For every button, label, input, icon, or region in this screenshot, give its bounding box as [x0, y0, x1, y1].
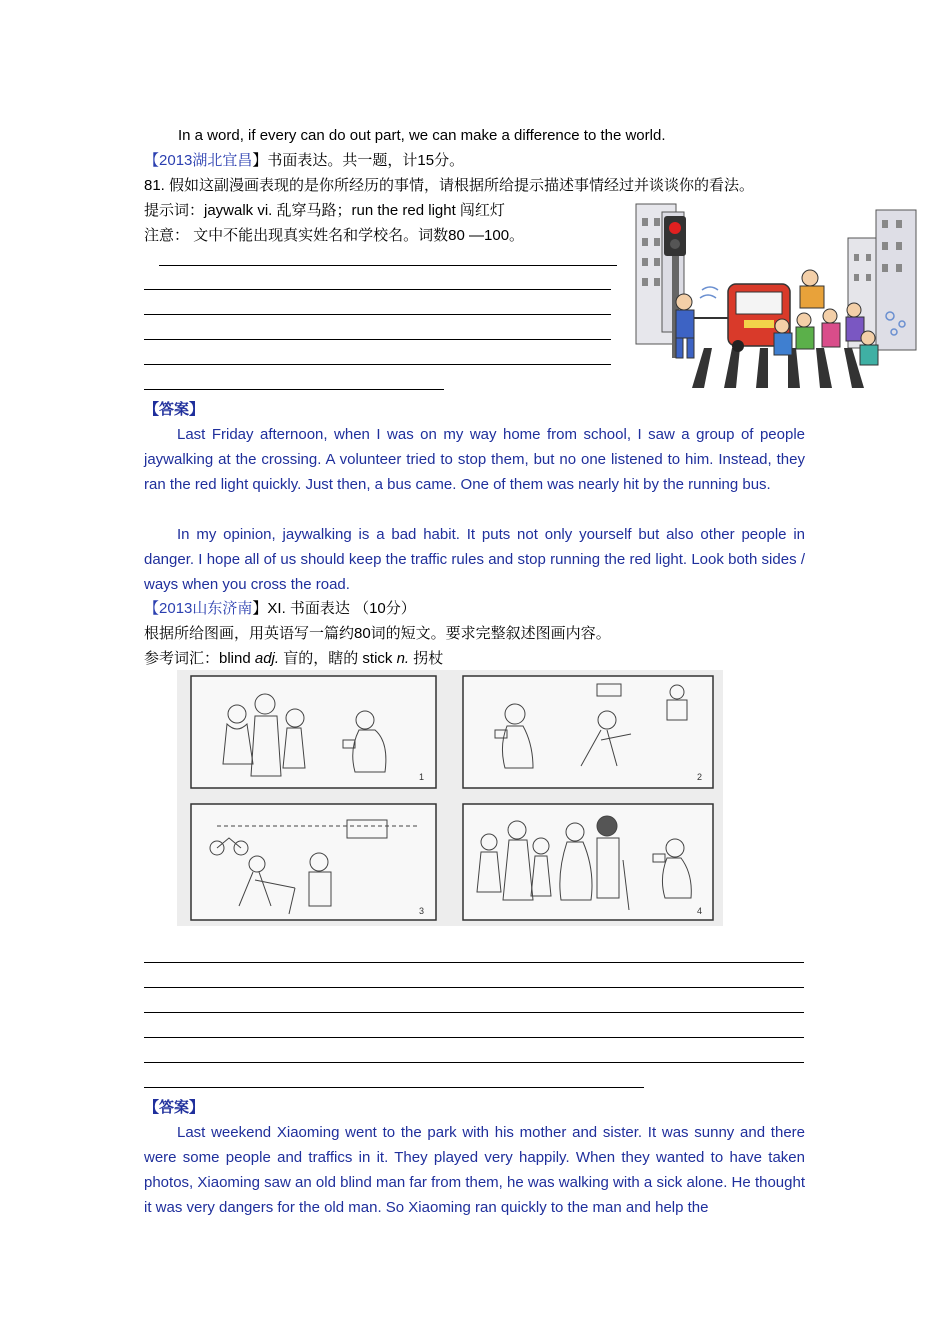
- q2-header: [144, 599, 416, 619]
- comic-panel-label-3: 3: [419, 906, 425, 916]
- writing-line: [144, 289, 611, 290]
- writing-line: [144, 1087, 644, 1088]
- q2-answer-tag: 【答案】: [144, 1099, 205, 1116]
- writing-line: [144, 389, 444, 390]
- q1-answer-paragraph-1: [144, 422, 805, 497]
- q1-note: 注意： 文中不能出现真实姓名和学校名。词数80 —100。: [144, 227, 525, 244]
- q1-hint: 提示词：jaywalk vi. 乱穿马路；run the red light 闯红灯: [144, 202, 505, 219]
- q2-source-open: 【: [144, 600, 160, 617]
- jaywalking-cartoon: [632, 198, 920, 388]
- comic-strip: [177, 670, 723, 926]
- writing-line: [144, 987, 804, 988]
- writing-line: [144, 1012, 804, 1013]
- q1-source-open: 【: [144, 152, 160, 169]
- comic-panel-4: [463, 804, 713, 920]
- comic-panel-label-1: 1: [419, 772, 425, 782]
- closing-line: In a word, if every can do out part, we can make a difference to the world.: [178, 127, 666, 144]
- q2-answer-p1-text: Last weekend Xiaoming went to the park with his mother and sister. It was sunny and there were some people and traffics in it. They played very happily. When they wanted to have taken photos, Xiaoming saw an old blind man far from them, he was walking with a sick alone. He thought it was very dangers for the old man. So Xiaoming ran quickly to the man and help the: [144, 1124, 805, 1216]
- q2-prompt: 根据所给图画，用英语写一篇约80词的短文。要求完整叙述图画内容。: [144, 625, 611, 642]
- q2-vocab-pos2: n.: [396, 650, 410, 667]
- q1-heading: 书面表达。共一题，计15分。: [267, 152, 465, 169]
- q2-vocab: [144, 649, 443, 669]
- comic-panel-label-4: 4: [697, 906, 703, 916]
- writing-line: [144, 364, 611, 365]
- comic-panel-1: [191, 676, 436, 788]
- q1-answer-p1-text: Last Friday afternoon, when I was on my way home from school, I saw a group of people jaywalking at the crossing. A volunteer tried to stop them, but no one listened to him. Instead, they ran the red light quickly. Just then, a bus came. One of them was nearly hit by the running bus.: [144, 426, 805, 493]
- comic-panel-2: [463, 676, 713, 788]
- q1-source: 2013湖北宜昌: [159, 152, 253, 169]
- comic-panel-3: [191, 804, 436, 920]
- q1-answer-p2-text: In my opinion, jaywalking is a bad habit. It puts not only yourself but also other people in danger. I hope all of us should keep the traffic rules and stop running the red light. Look both sides / ways when you cross the road.: [144, 526, 805, 593]
- q2-source-close: 】: [252, 600, 268, 617]
- writing-line: [159, 265, 617, 266]
- q2-vocab-mid: 盲的，瞎的 stick: [279, 650, 397, 667]
- q2-source: 2013山东济南: [159, 600, 253, 617]
- writing-line: [144, 314, 611, 315]
- q1-header: [144, 151, 464, 171]
- comic-panel-label-2: 2: [697, 772, 703, 782]
- q2-heading: XI. 书面表达 （10分）: [267, 600, 416, 617]
- q1-prompt: 81. 假如这副漫画表现的是你所经历的事情，请根据所给提示描述事情经过并谈谈你的看法。: [144, 177, 755, 194]
- q2-answer-paragraph-1: [144, 1120, 805, 1220]
- q2-vocab-prefix: 参考词汇：blind: [144, 650, 255, 667]
- writing-line: [144, 962, 804, 963]
- q1-source-close: 】: [252, 152, 268, 169]
- q1-answer-paragraph-2: [144, 522, 805, 597]
- q2-vocab-end: 拐杖: [409, 650, 444, 667]
- writing-line: [144, 1037, 804, 1038]
- q2-vocab-pos1: adj.: [254, 650, 280, 667]
- writing-line: [144, 1062, 804, 1063]
- writing-line: [144, 339, 611, 340]
- q1-answer-tag: 【答案】: [144, 401, 205, 418]
